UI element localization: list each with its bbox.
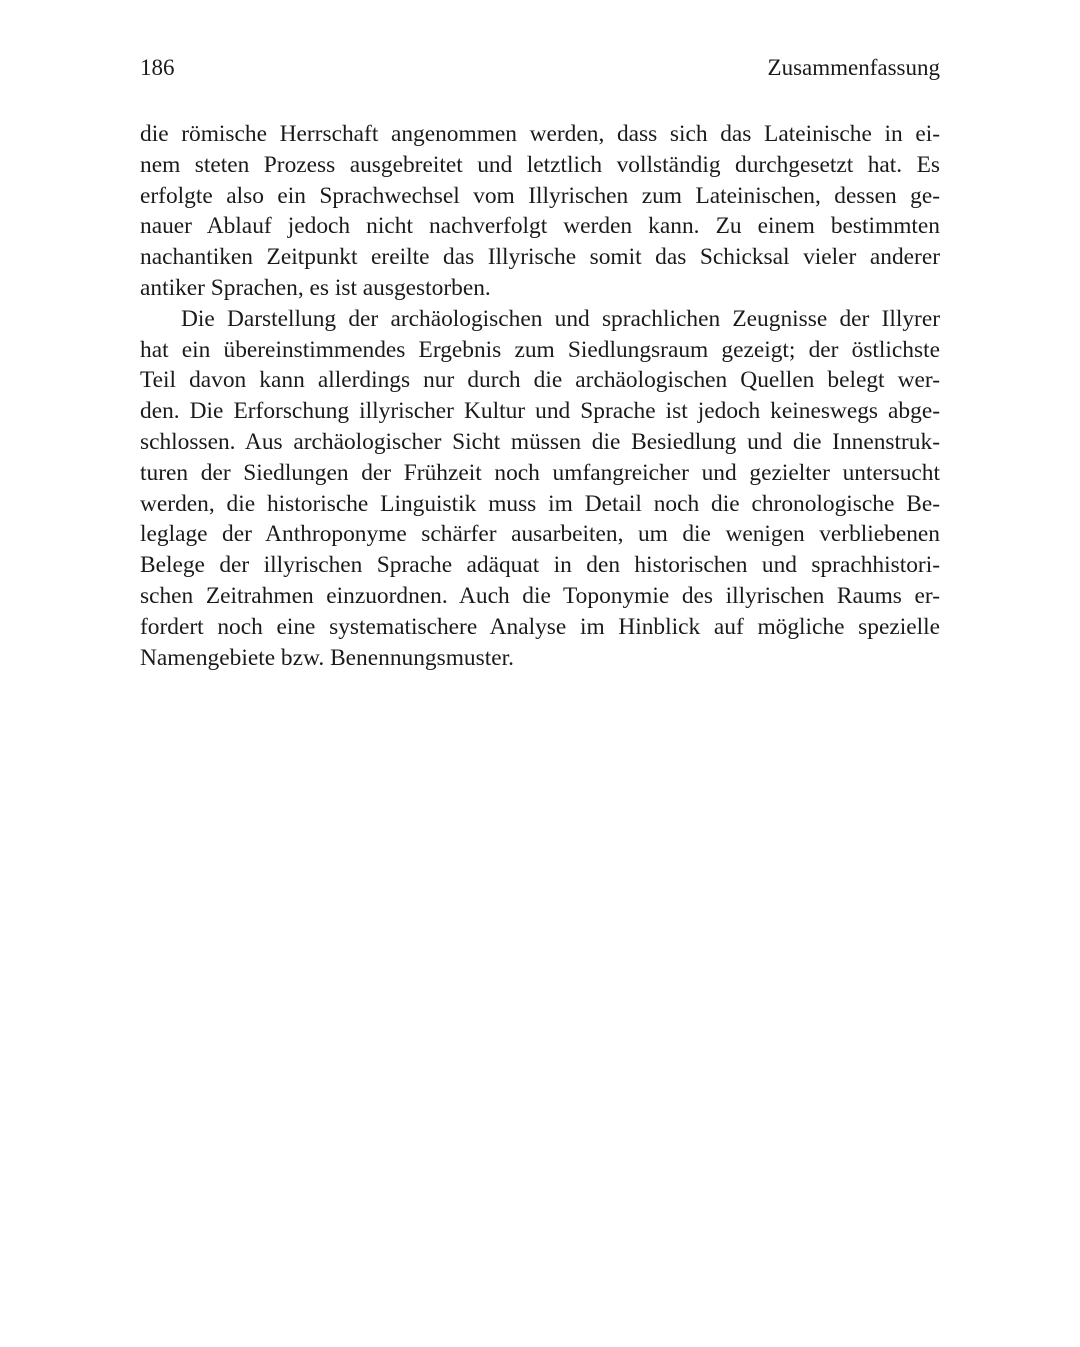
text-line: Belege der illyrischen Sprache adäquat in den historischen und sprachhistori- <box>140 552 940 579</box>
text-line: antiker Sprachen, es ist ausgestorben. <box>140 274 491 301</box>
text-line: werden, die historische Linguistik muss im Detail noch die chronologische Be- <box>140 490 940 517</box>
text-line: erfolgte also ein Sprachwechsel vom Illyrischen zum Lateinischen, dessen ge- <box>140 182 940 209</box>
body-text <box>140 119 940 673</box>
running-title: Zusammenfassung <box>767 55 940 80</box>
text-line: schen Zeitrahmen einzuordnen. Auch die Toponymie des illyrischen Raums er- <box>140 582 940 609</box>
text-line: nachantiken Zeitpunkt ereilte das Illyrische somit das Schicksal vieler anderer <box>140 244 940 271</box>
text-line: hat ein übereinstimmendes Ergebnis zum Siedlungsraum gezeigt; der östlichste <box>140 336 940 363</box>
paragraph <box>140 304 940 674</box>
paragraph <box>140 119 940 304</box>
text-line: schlossen. Aus archäologischer Sicht müssen die Besiedlung und die Innenstruk- <box>140 428 940 455</box>
text-line: turen der Siedlungen der Frühzeit noch umfangreicher und gezielter untersucht <box>140 459 940 486</box>
text-line: nauer Ablauf jedoch nicht nachverfolgt werden kann. Zu einem bestimmten <box>140 213 940 240</box>
text-line: Teil davon kann allerdings nur durch die archäologischen Quellen belegt wer- <box>140 367 940 394</box>
text-line: leglage der Anthroponyme schärfer ausarbeiten, um die wenigen verbliebenen <box>140 521 940 548</box>
page-number: 186 <box>140 55 175 80</box>
text-line: Namengebiete bzw. Benennungsmuster. <box>140 644 514 671</box>
text-line: fordert noch eine systematischere Analyse im Hinblick auf mögliche spezielle <box>140 613 940 640</box>
running-header <box>140 50 940 86</box>
text-line: die römische Herrschaft angenommen werden, dass sich das Lateinische in ei- <box>140 121 940 147</box>
text-line: nem steten Prozess ausgebreitet und letztlich vollständig durchgesetzt hat. Es <box>140 151 940 178</box>
text-line: den. Die Erforschung illyrischer Kultur und Sprache ist jedoch keineswegs abge- <box>140 398 940 425</box>
text-line: Die Darstellung der archäologischen und sprachlichen Zeugnisse der Illyrer <box>181 305 940 332</box>
